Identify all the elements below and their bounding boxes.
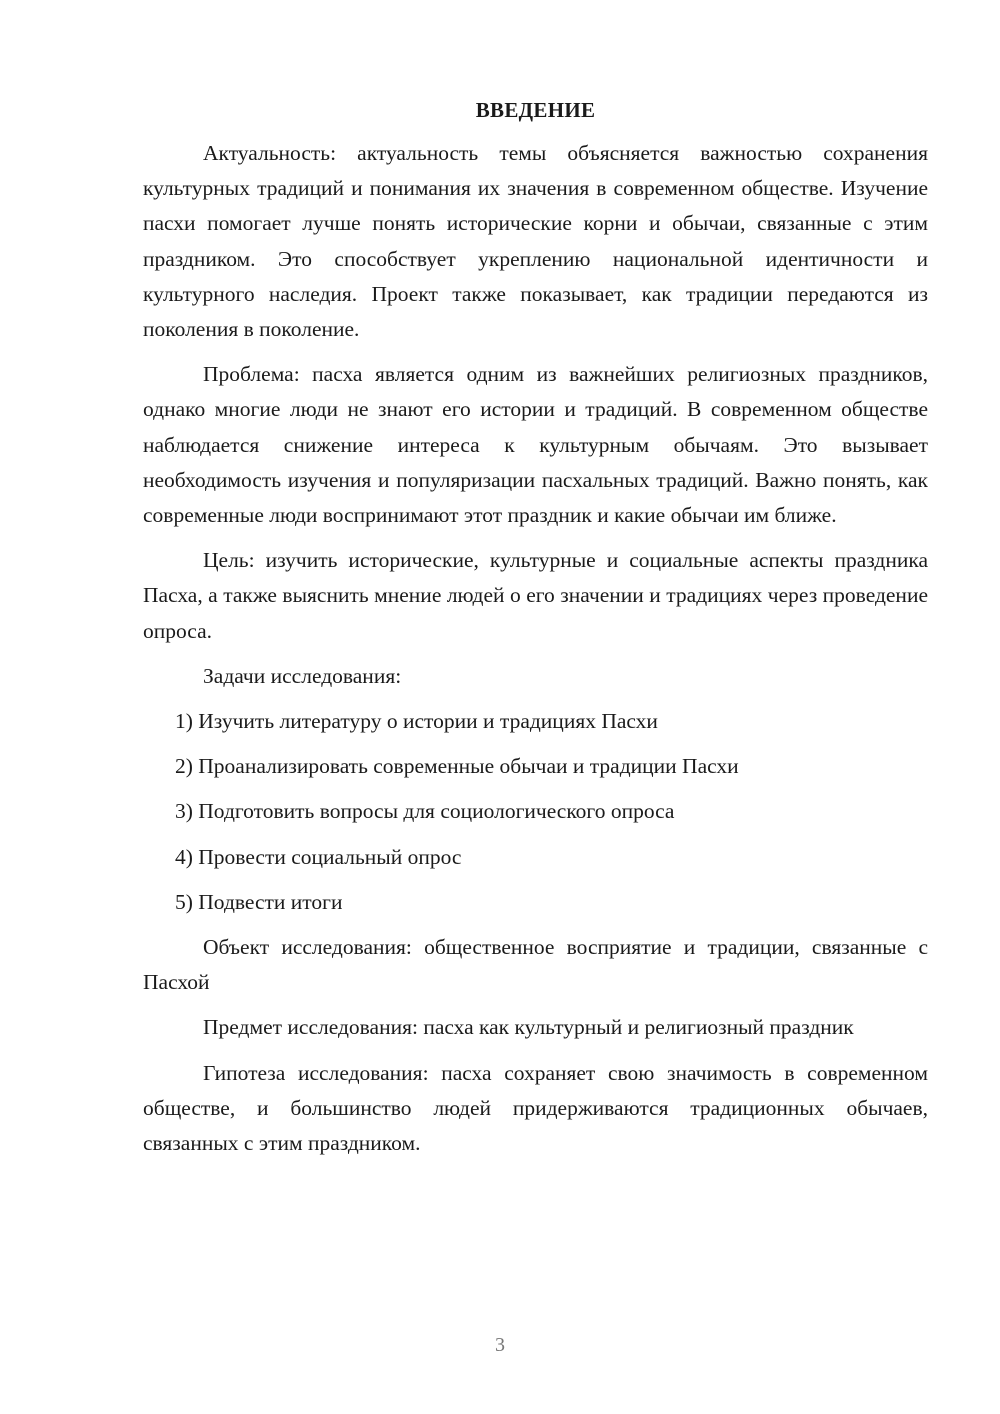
task-item: 5) Подвести итоги [175,889,343,914]
tasks-title: Задачи исследования: [203,663,402,688]
page-number: 3 [495,1334,505,1356]
problem-paragraph: Проблема: пасха является одним из важнейших религиозных праздников, однако многие люди не знают его истории и традиций. В современном обществе наблюдается снижение интереса к культурным обычаям. Это вызывает необходимость изучения и популяризации пасхальных традиций. Важно понять, как современные люди воспринимают этот праздник и какие обычаи им ближе. [143,362,928,528]
document-page [143,96,928,1171]
task-item: 1) Изучить литературу о истории и традициях Пасхи [175,709,658,734]
hypothesis-paragraph: Гипотеза исследования: пасха сохраняет свою значимость в современном обществе, и большинство людей придерживаются традиционных обычаев, связанных с этим праздником. [143,1060,928,1156]
goal-paragraph: Цель: изучить исторические, культурные и социальные аспекты праздника Пасха, а также выяснить мнение людей о его значении и традициях через проведение опроса. [143,548,928,643]
relevance-paragraph: Актуальность: актуальность темы объясняется важностью сохранения культурных традиций и понимания их значения в современном обществе. Изучение пасхи помогает лучше понять исторические корни и обычаи, связанные с этим праздником. Это способствует укреплению национальной идентичности и культурного наследия. Проект также показывает, как традиции передаются из поколения в поколение. [143,141,928,342]
task-item: 2) Проанализировать современные обычаи и традиции Пасхи [175,754,739,779]
tasks-list [143,704,928,920]
task-item: 3) Подготовить вопросы для социологического опроса [175,799,675,824]
object-paragraph: Объект исследования: общественное восприятие и традиции, связанные с Пасхой [143,935,928,995]
subject-paragraph: Предмет исследования: пасха как культурный и религиозный праздник [203,1015,854,1040]
page-title: ВВЕДЕНИЕ [475,98,596,122]
task-item: 4) Провести социальный опрос [175,844,462,869]
